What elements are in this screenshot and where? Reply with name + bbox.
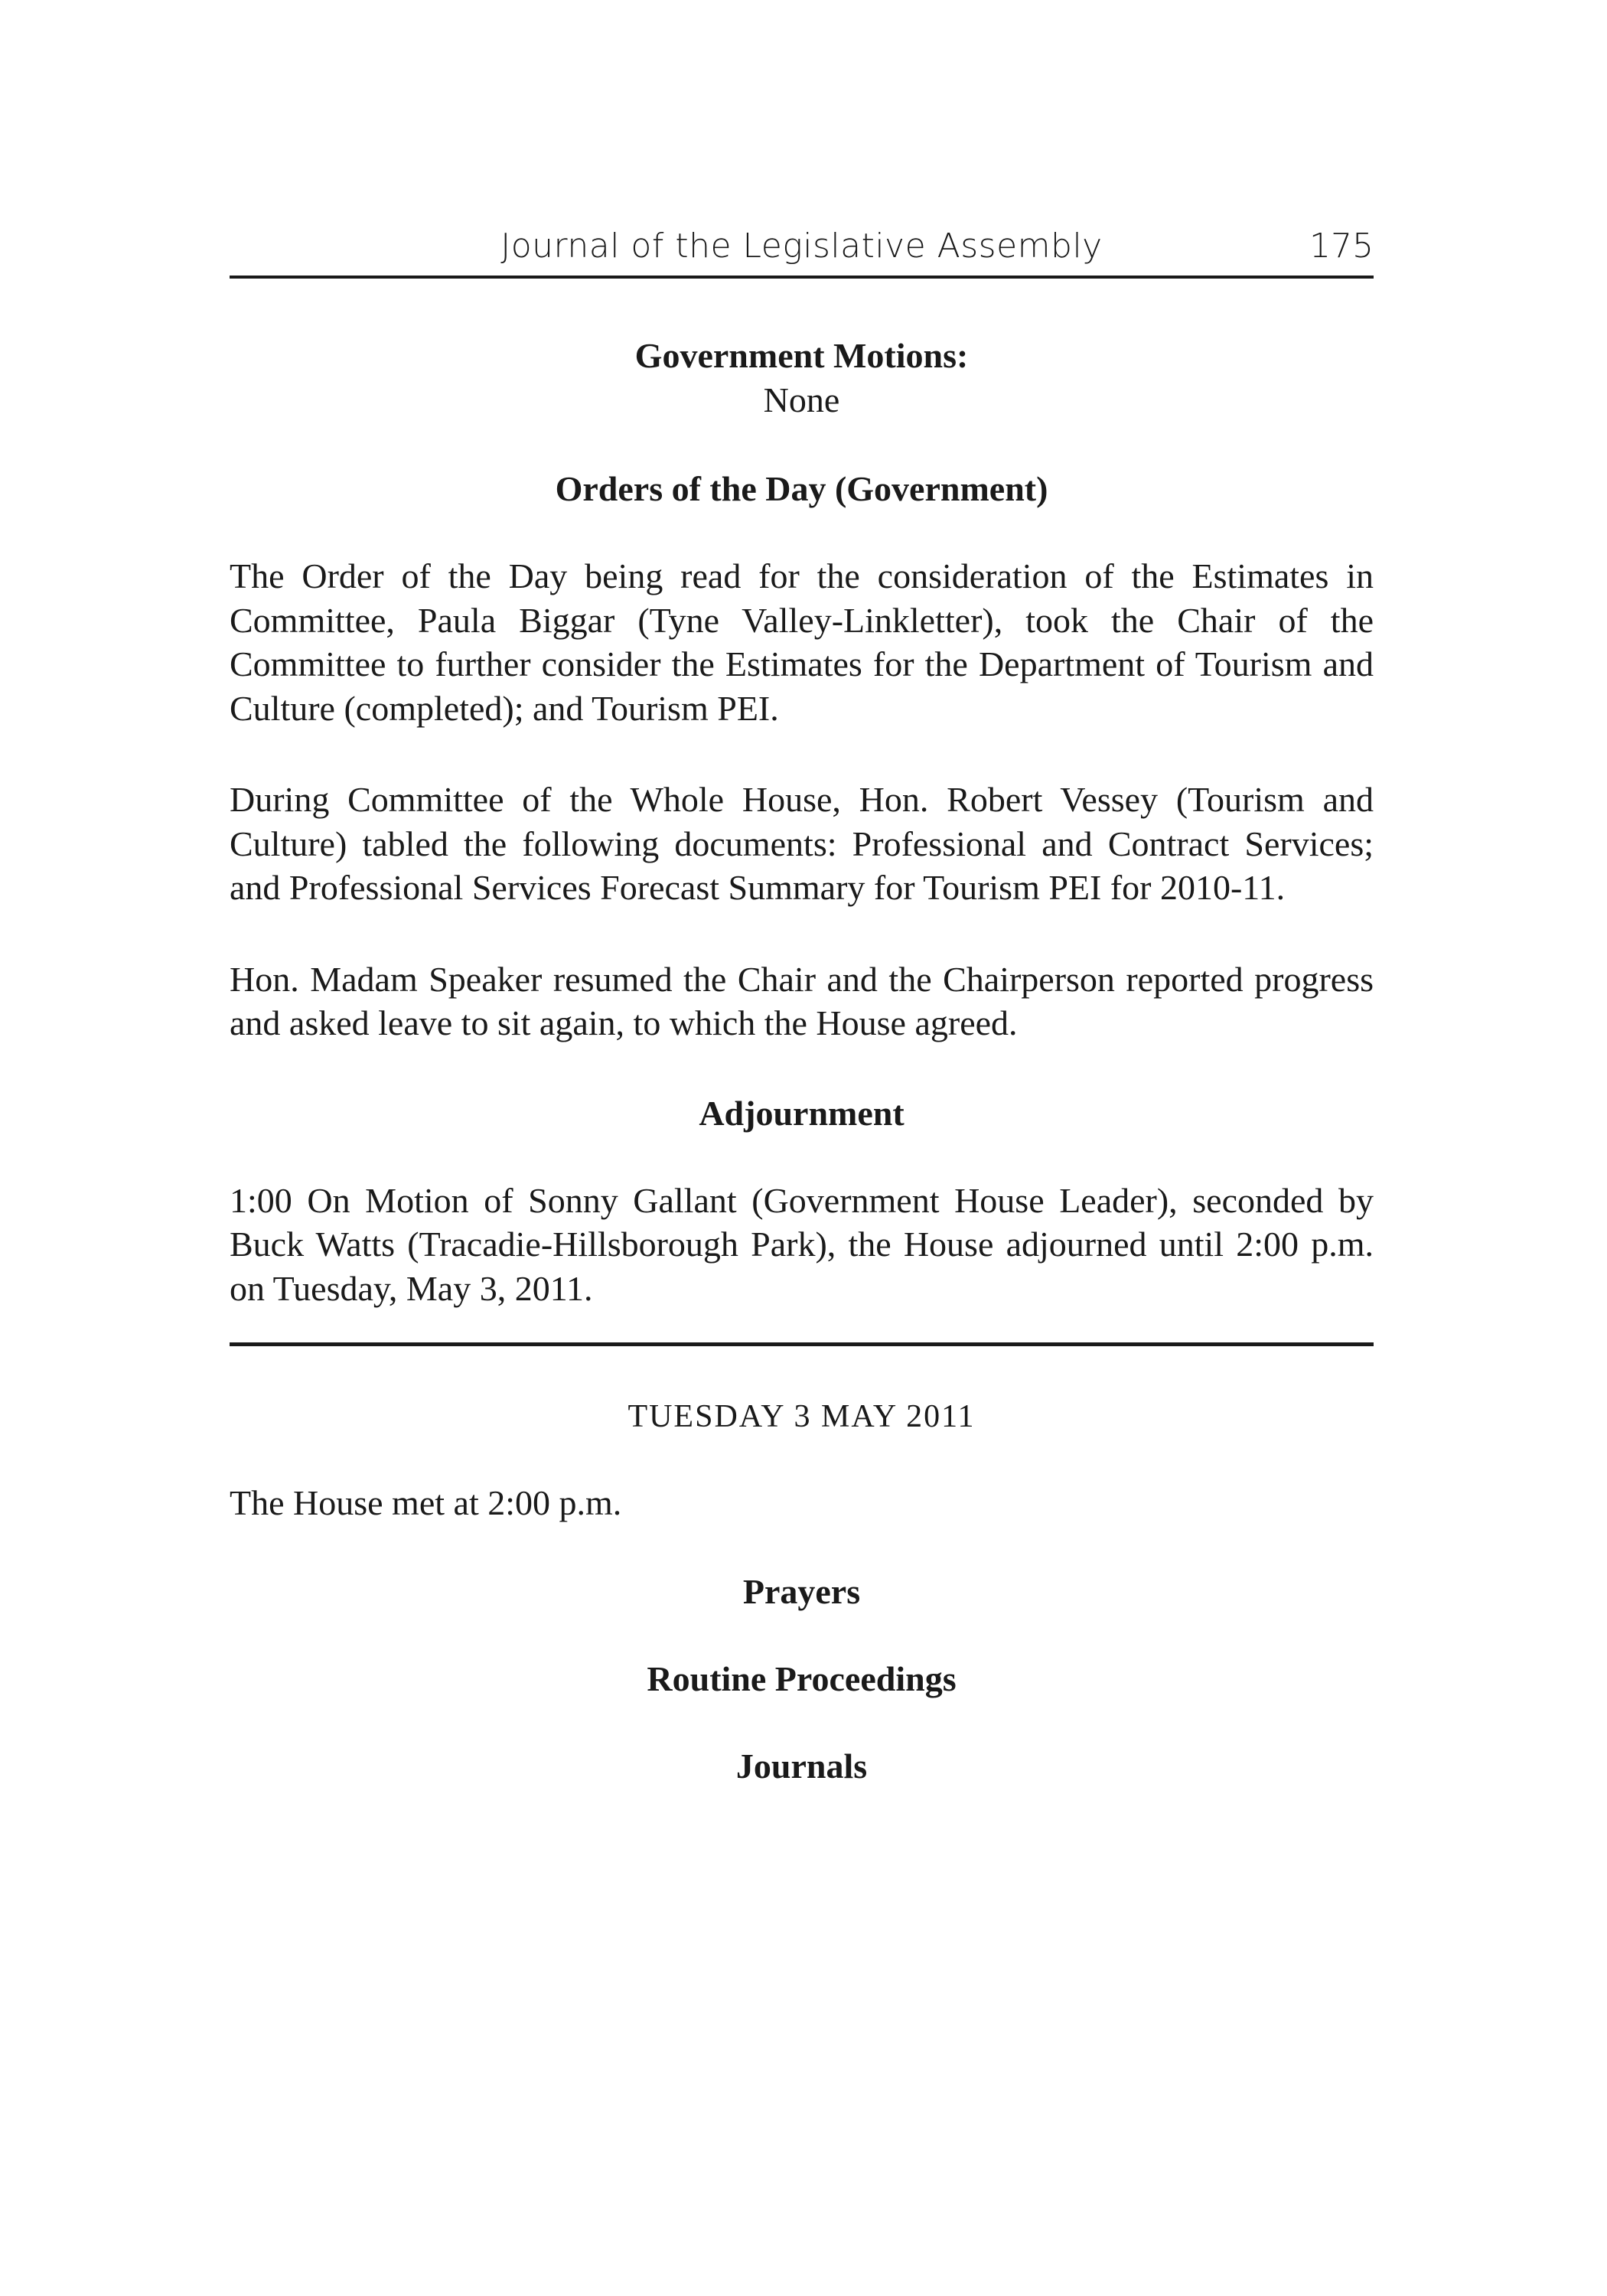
orders-paragraph-1: The Order of the Day being read for the consideration of the Estimates in Committee, Paula Biggar (Tyne Valley-Linkletter), took the Chair of the Committee to further consider the Estimates for the Department of Tourism and Culture (completed); and Tourism PEI. — [230, 556, 1374, 728]
journals-heading: Journals — [735, 1746, 868, 1786]
government-motions-value: None — [763, 380, 840, 419]
journal-title: Journal of the Legislative Assembly — [500, 227, 1103, 266]
prayers-heading: Prayers — [742, 1571, 861, 1611]
orders-of-the-day-heading: Orders of the Day (Government) — [555, 469, 1048, 508]
page-number: 175 — [1309, 227, 1374, 266]
adjournment-heading: Adjournment — [699, 1093, 905, 1133]
adjournment-text: 1:00 On Motion of Sonny Gallant (Government House Leader), seconded by Buck Watts (Tracadie-Hillsborough Park), the House adjourned until 2:00 p.m. on Tuesday, May 3, 2011. — [230, 1180, 1374, 1308]
government-motions-heading: Government Motions: — [634, 336, 969, 375]
orders-paragraph-2: During Committee of the Whole House, Hon. Robert Vessey (Tourism and Culture) tabled the following documents: Professional and Contract Services; and Professional Services Forecast Summary for Tourism PEI for 2010-11. — [230, 780, 1374, 907]
house-met-text: The House met at 2:00 p.m. — [230, 1483, 622, 1522]
orders-paragraph-3: Hon. Madam Speaker resumed the Chair and the Chairperson reported progress and asked leave to sit again, to which the House agreed. — [230, 959, 1374, 1042]
routine-proceedings-heading: Routine Proceedings — [647, 1658, 957, 1698]
running-header — [230, 222, 1374, 279]
sitting-date: TUESDAY 3 MAY 2011 — [627, 1399, 976, 1434]
journal-page — [230, 222, 1374, 1789]
